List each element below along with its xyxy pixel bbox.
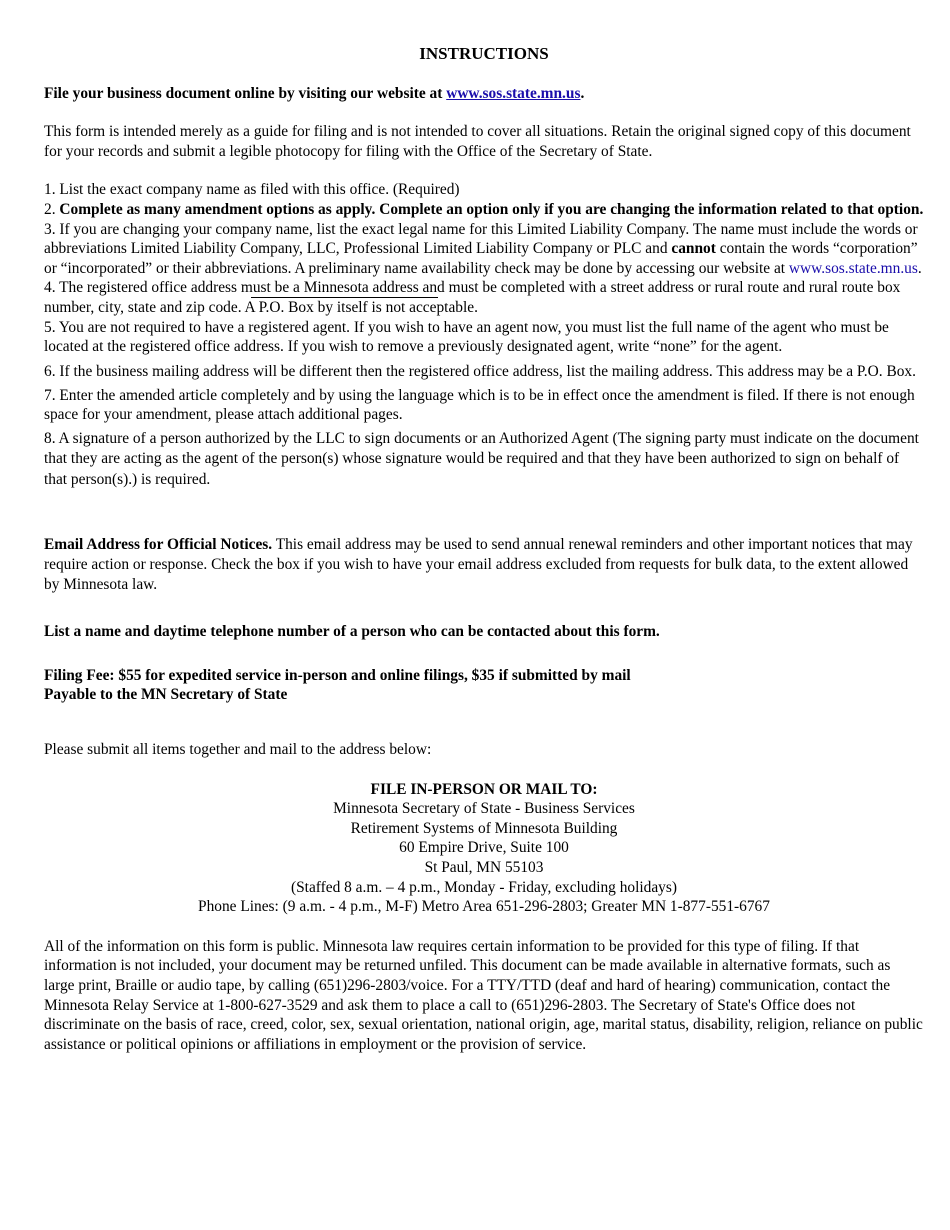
- item-3-cannot: cannot: [671, 240, 716, 258]
- item-8: 8. A signature of a person authorized by the LLC to sign documents or an Authorized Agent (The signing party must indicate on the document that they are acting as the agent of the person(s) whose signature would be required and that they have been authorized to sign on behalf of that person(s).) is required.: [44, 429, 919, 488]
- item-3-end: .: [917, 259, 922, 277]
- public-information-paragraph: All of the information on this form is public. Minnesota law requires certain information to be provided for this type of filing. If that information is not included, your document may be returned unfiled. This document can be made available in alternative formats, such as large print, Braille or audio tape, by calling (651)296-2803/voice. For a TTY/TTD (deaf and hard of hearing) communication, contact the Minnesota Relay Service at 1-800-627-3529 and ask them to place a call to (651)296-2803. The Secretary of State's Office does not discriminate on the basis of race, creed, color, sex, sexual orientation, national origin, age, marital status, disability, religion, reliance on public assistance or political opinions or affiliations in employment or the provision of service.: [44, 937, 923, 1053]
- online-filing-line: [44, 84, 924, 104]
- item-2: [44, 200, 924, 220]
- item-7: 7. Enter the amended article completely and by using the language which is to be in effect once the amendment is filed. If there is not enough space for your amendment, please attach additional pages.: [44, 386, 915, 424]
- item-2-number: 2.: [44, 200, 60, 218]
- instructions-page: [44, 44, 924, 1054]
- email-heading: Email Address for Official Notices.: [44, 536, 273, 554]
- item-3-text-b: contain the words “corporation” or “incorporated” or their abbreviations. A preliminary name availability check may be done by accessing our website at: [44, 240, 918, 277]
- item-4: 4. The registered office address must be a Minnesota address and must be completed with a street address or rural route and rural route box number, city, state and zip code. A P.O. Box by itself is not acceptable.: [44, 279, 901, 316]
- email-text: This email address may be used to send annual renewal reminders and other important notices that may require action or response. Check the box if you wish to have your email address excluded from requests for bulk data, to the extent allowed by Minnesota law.: [44, 536, 913, 593]
- item-3-text-a: 3. If you are changing your company name, list the exact legal name for this Limited Liability Company. The name must include the words or abbreviations Limited Liability Company, LLC, Professional Limited Liability Company or PLC and: [44, 220, 918, 258]
- item-6: 6. If the business mailing address will be different then the registered office address, list the mailing address. This address may be a P.O. Box.: [44, 362, 916, 380]
- payable-line: Payable to the MN Secretary of State: [44, 686, 288, 704]
- filing-fee-line: Filing Fee: $55 for expedited service in-person and online filings, $35 if submitted by mail: [44, 666, 631, 684]
- item-3-website-link[interactable]: www.sos.state.mn.us: [788, 259, 918, 277]
- online-prefix: File your business document online by visiting our website at: [44, 84, 447, 102]
- mailing-address-block: [44, 780, 924, 917]
- address-heading: FILE IN-PERSON OR MAIL TO:: [370, 780, 598, 798]
- address-line-1: Minnesota Secretary of State - Business Services: [333, 800, 635, 818]
- item-1: 1. List the exact company name as filed with this office. (Required): [44, 181, 460, 199]
- item-5: 5. You are not required to have a registered agent. If you wish to have an agent now, you must list the full name of the agent who must be located at the registered office address. If you wish to remove a previously designated agent, write “none” for the agent.: [44, 318, 889, 356]
- contact-paragraph: List a name and daytime telephone number of a person who can be contacted about this form.: [44, 623, 660, 641]
- online-suffix: .: [580, 84, 585, 102]
- address-phone-lines: Phone Lines: (9 a.m. - 4 p.m., M-F) Metro Area 651-296-2803; Greater MN 1-877-551-6767: [198, 898, 770, 916]
- page-title: INSTRUCTIONS: [419, 44, 549, 63]
- submit-instructions: Please submit all items together and mail to the address below:: [44, 740, 432, 758]
- address-line-4: St Paul, MN 55103: [424, 858, 544, 876]
- address-line-2: Retirement Systems of Minnesota Building: [350, 819, 618, 837]
- email-paragraph: [44, 535, 924, 594]
- item-2-text: Complete as many amendment options as apply. Complete an option only if you are changing the information related to that option.: [59, 200, 924, 218]
- address-hours: (Staffed 8 a.m. – 4 p.m., Monday - Friday, excluding holidays): [291, 878, 677, 896]
- address-line-3: 60 Empire Drive, Suite 100: [399, 839, 569, 857]
- intro-paragraph: This form is intended merely as a guide for filing and is not intended to cover all situations. Retain the original signed copy of this document for your records and submit a legible photocopy for filing with the Office of the Secretary of State.: [44, 123, 911, 160]
- item-3: [44, 220, 924, 279]
- website-link[interactable]: www.sos.state.mn.us: [446, 84, 581, 102]
